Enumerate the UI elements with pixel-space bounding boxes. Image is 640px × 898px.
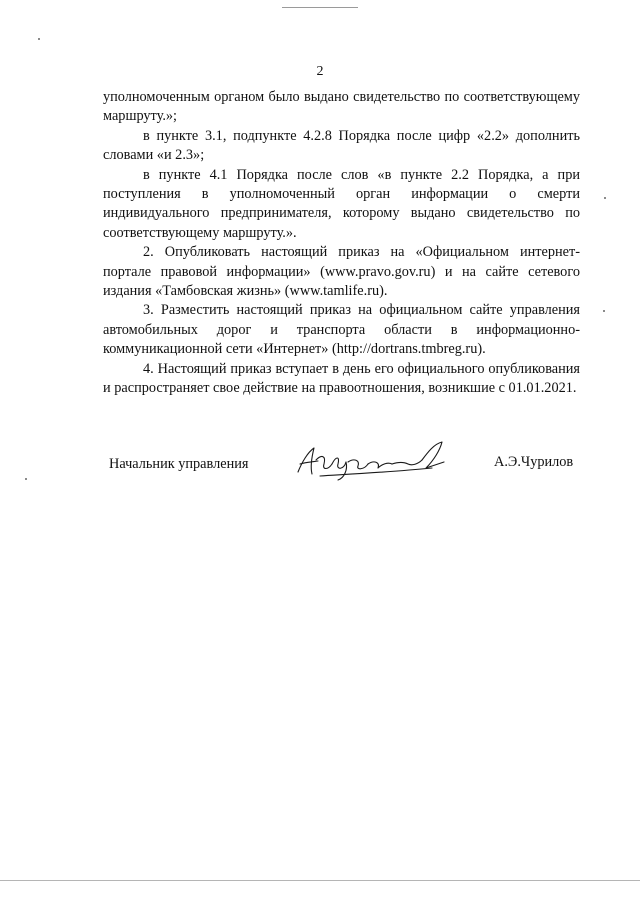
paragraph-publish: 2. Опубликовать настоящий приказ на «Официальном интернет-портале правовой информации» (www.pravo.gov.ru) и на сайте сетевого издания «Тамбовская жизнь» (www.tamlife.ru). (103, 244, 580, 300)
scan-speck (604, 197, 606, 199)
paragraph-continuation: уполномоченным органом было выдано свидетельство по соответствующему маршруту.»; (103, 89, 580, 125)
handwritten-signature (292, 440, 452, 482)
scan-speck (38, 38, 40, 40)
signature-strokes (298, 442, 444, 480)
signature-block (109, 440, 579, 490)
scan-speck (603, 310, 605, 312)
scan-edge-top (282, 7, 358, 8)
signatory-position: Начальник управления (109, 456, 249, 472)
page-number: 2 (316, 64, 324, 79)
signatory-name: А.Э.Чурилов (494, 454, 574, 470)
paragraph-place-online: 3. Разместить настоящий приказ на официальном сайте управления автомобильных дорог и транспорта области в информационно-коммуникационной сети «Интернет» (http://dortrans.tmbreg.ru). (103, 302, 580, 358)
paragraph-amendment-4-1: в пункте 4.1 Порядка после слов «в пункте 2.2 Порядка, а при поступления в уполномоченный орган информации о смерти индивидуального предпринимателя, которому выдано свидетельство по соответствующему маршруту.». (103, 166, 580, 241)
document-body (103, 88, 580, 399)
scan-speck (25, 478, 27, 480)
scan-edge-bottom (0, 880, 640, 881)
paragraph-amendment-3-1: в пункте 3.1, подпункте 4.2.8 Порядка после цифр «2.2» дополнить словами «и 2.3»; (103, 127, 580, 164)
paragraph-effective-date: 4. Настоящий приказ вступает в день его официального опубликования и распространяет свое действие на правоотношения, возникшие с 01.01.2021. (103, 360, 580, 397)
